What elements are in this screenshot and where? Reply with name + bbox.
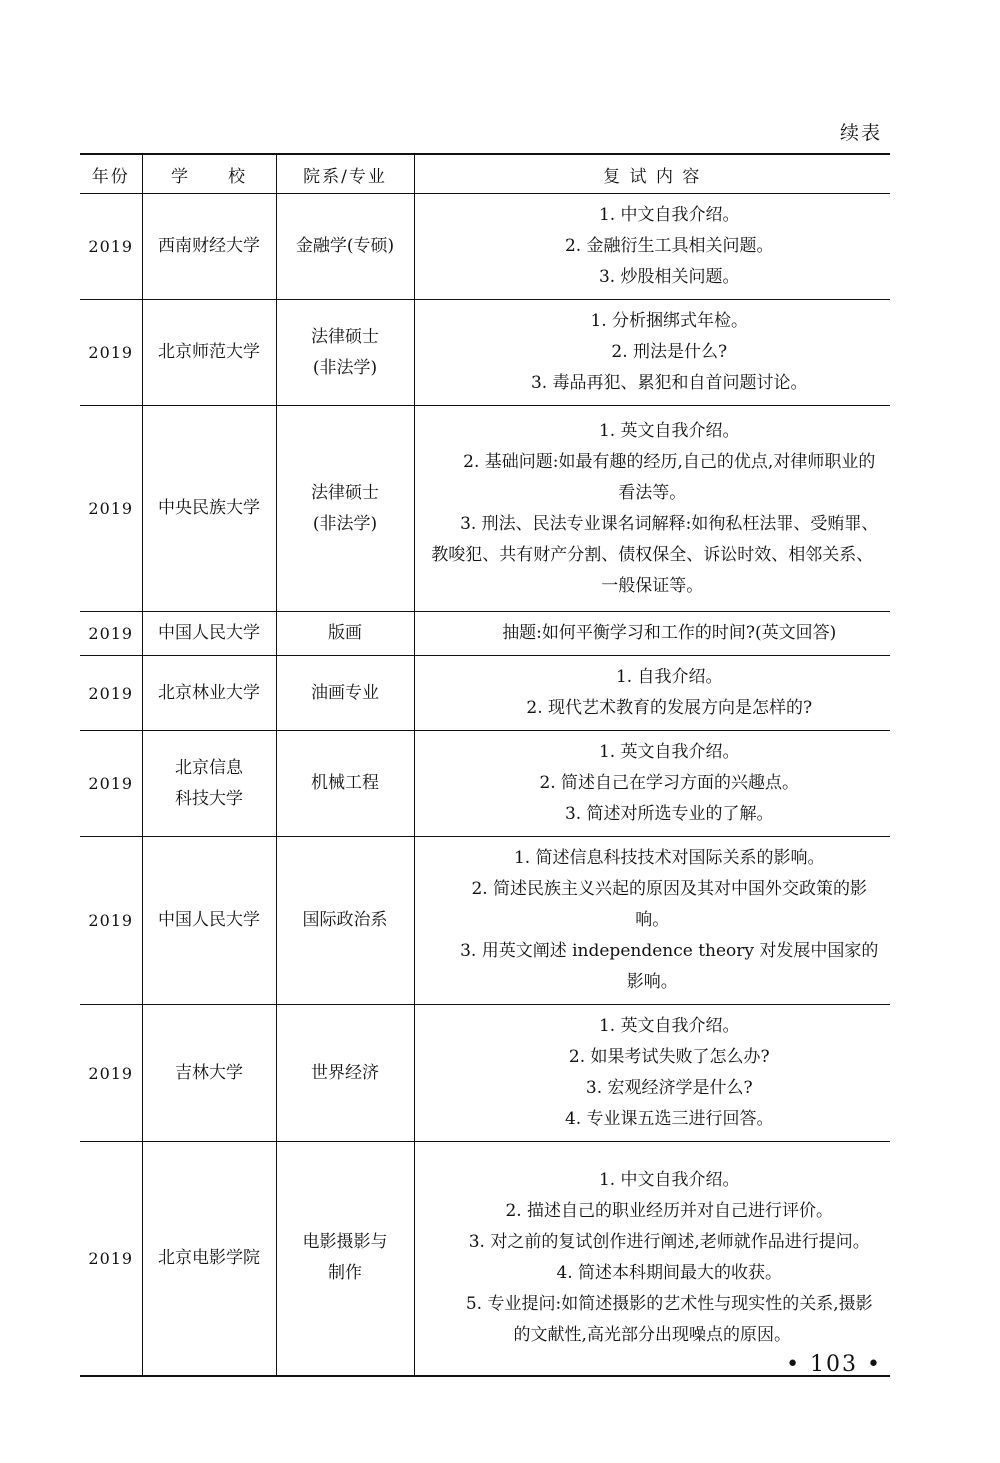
major-cell [276,406,414,612]
content-item: 1. 中文自我介绍。 [598,205,740,225]
page-number: • 103 • [786,1352,882,1377]
table-row [80,194,890,300]
table-row [80,406,890,612]
table-row [80,1142,890,1376]
major-cell [276,1142,414,1376]
content-item: 2. 刑法是什么? [611,342,728,362]
content-item: 2. 简述民族主义兴起的原因及其对中国外交政策的影响。 [471,879,868,930]
content-item: 2. 金融衍生工具相关问题。 [564,236,774,256]
interview-table [80,153,890,1377]
content-cell [414,1005,890,1142]
header-content: 复 试 内 容 [414,154,890,194]
table-row [80,612,890,656]
content-item: 2. 如果考试失败了怎么办? [568,1047,770,1067]
content-item: 4. 专业课五选三进行回答。 [564,1109,774,1129]
school-cell [142,300,276,406]
table-row [80,656,890,731]
school-cell [142,656,276,731]
school-line: 科技大学 [175,788,243,809]
content-item: 1. 英文自我介绍。 [598,742,740,762]
major-line: 油画专业 [311,682,379,703]
content-item: 3. 用英文阐述 independence theory 对发展中国家的影响。 [460,941,879,992]
school-cell [142,1005,276,1142]
table-row [80,1005,890,1142]
content-cell [414,1142,890,1376]
content-item: 1. 英文自我介绍。 [598,420,740,441]
content-cell [414,656,890,731]
content-cell [414,837,890,1005]
table-header-row [80,154,890,194]
school-line: 中央民族大学 [158,498,260,518]
table-row [80,731,890,837]
content-item: 3. 宏观经济学是什么? [585,1078,753,1098]
content-item: 3. 对之前的复试创作进行阐述,老师就作品进行提问。 [468,1232,870,1253]
header-school: 学 校 [142,154,276,194]
major-line: 电影摄影与 [302,1232,388,1253]
school-line: 西南财经大学 [158,236,260,256]
continued-table-caption: 续表 [839,122,882,144]
content-item: 2. 现代艺术教育的发展方向是怎样的? [526,698,813,718]
content-item: 2. 基础问题:如最有趣的经历,自己的优点,对律师职业的看法等。 [463,451,876,503]
year-cell: 2019 [80,612,142,656]
major-cell [276,194,414,300]
year-cell: 2019 [80,1005,142,1142]
school-cell [142,406,276,612]
content-item: 1. 简述信息科技技术对国际关系的影响。 [513,848,825,868]
content-item: 5. 专业提问:如简述摄影的艺术性与现实性的关系,摄影的文献性,高光部分出现噪点的原因。 [465,1294,873,1346]
content-cell [414,731,890,837]
school-cell [142,837,276,1005]
school-line: 吉林大学 [175,1062,243,1083]
content-item: 1. 自我介绍。 [615,667,723,687]
content-item: 2. 描述自己的职业经历并对自己进行评价。 [505,1201,834,1222]
major-line: 版画 [328,623,362,643]
year-cell: 2019 [80,656,142,731]
major-cell [276,656,414,731]
major-cell [276,1005,414,1142]
content-item: 1. 中文自我介绍。 [598,1170,740,1191]
content-cell [414,194,890,300]
school-cell [142,612,276,656]
major-line: 法律硕士 [311,482,379,503]
content-item: 抽题:如何平衡学习和工作的时间?(英文回答) [502,623,837,643]
header-year: 年份 [80,154,142,194]
school-line: 北京林业大学 [158,682,260,703]
content-item: 1. 英文自我介绍。 [598,1016,740,1036]
school-cell [142,1142,276,1376]
school-cell [142,194,276,300]
year-cell: 2019 [80,300,142,406]
major-line: 制作 [328,1263,362,1284]
content-item: 3. 炒股相关问题。 [598,267,740,287]
school-line: 北京电影学院 [158,1247,260,1268]
table-row [80,300,890,406]
school-cell [142,731,276,837]
content-item: 3. 简述对所选专业的了解。 [564,804,774,824]
content-item: 3. 毒品再犯、累犯和自首问题讨论。 [530,373,808,393]
school-line: 中国人民大学 [158,623,260,643]
school-line: 北京信息 [175,757,243,778]
major-cell [276,837,414,1005]
major-cell [276,612,414,656]
content-cell [414,300,890,406]
table-body [80,194,890,1376]
school-line: 北京师范大学 [158,342,260,362]
major-line: 国际政治系 [302,910,388,930]
content-item: 2. 简述自己在学习方面的兴趣点。 [539,773,800,793]
header-major: 院系/专业 [276,154,414,194]
year-cell: 2019 [80,1142,142,1376]
major-line: (非法学) [312,357,378,378]
major-line: 世界经济 [311,1062,379,1083]
school-line: 中国人民大学 [158,910,260,930]
content-cell [414,612,890,656]
year-cell: 2019 [80,194,142,300]
major-line: (非法学) [312,513,378,534]
table-row [80,837,890,1005]
major-line: 法律硕士 [311,326,379,347]
content-cell [414,406,890,612]
year-cell: 2019 [80,731,142,837]
content-item: 1. 分析捆绑式年检。 [590,311,749,331]
content-item: 3. 刑法、民法专业课名词解释:如徇私枉法罪、受贿罪、教唆犯、共有财产分割、债权保全、诉讼时效、相邻关系、一般保证等。 [431,513,879,596]
major-cell [276,300,414,406]
major-line: 金融学(专硕) [295,236,395,256]
year-cell: 2019 [80,837,142,1005]
major-line: 机械工程 [311,773,379,793]
major-cell [276,731,414,837]
year-cell: 2019 [80,406,142,612]
content-item: 4. 简述本科期间最大的收获。 [556,1263,783,1284]
